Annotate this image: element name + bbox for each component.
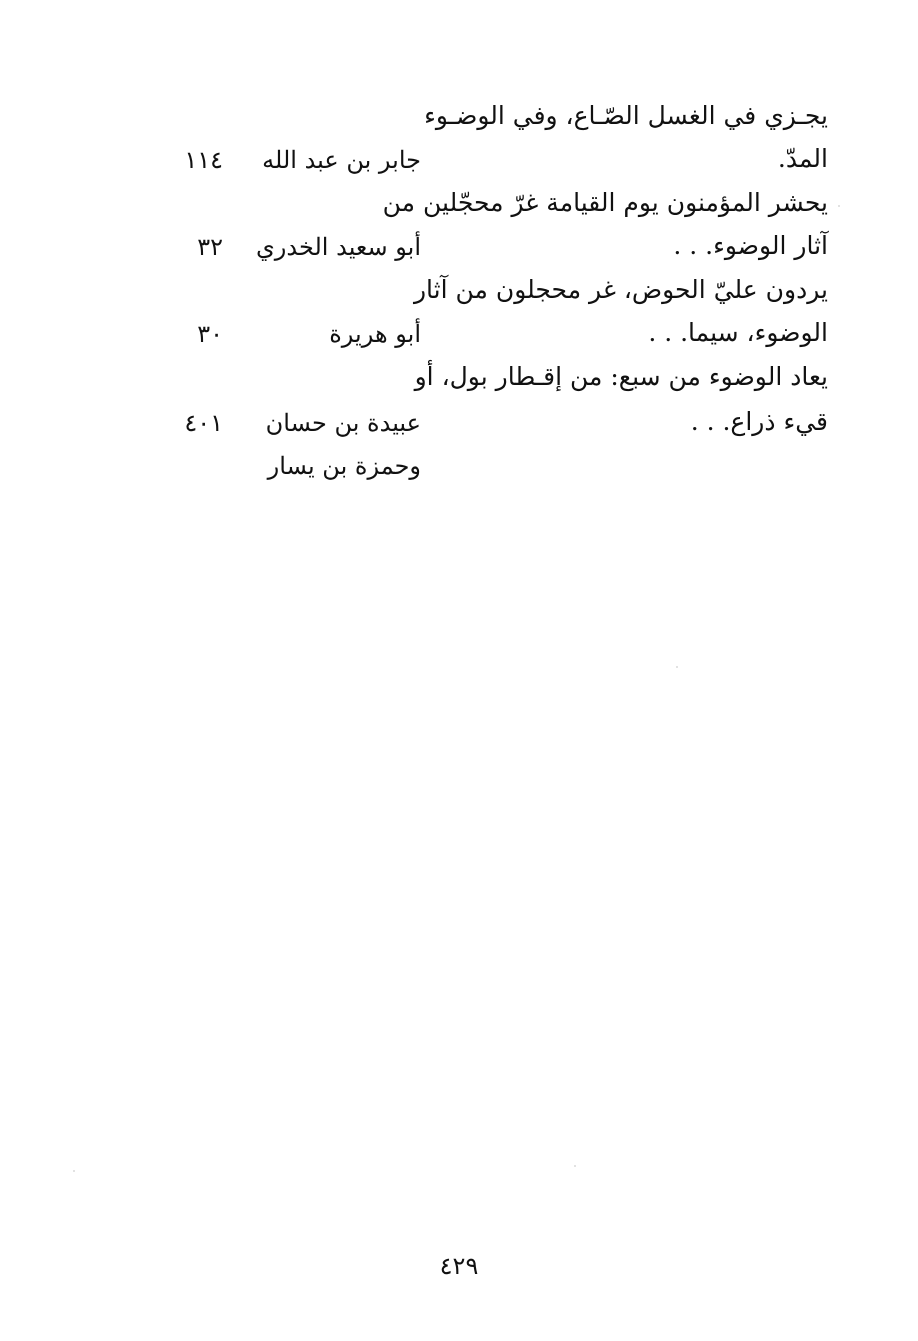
page-number: ٤٢٩ <box>439 1252 479 1280</box>
page-reference: ٤٠١ <box>184 409 223 437</box>
hadith-text-line: يجـزي في الغسل الصّـاع، وفي الوضـوء <box>424 101 828 130</box>
hadith-text-line: يردون عليّ الحوض، غر محجلون من آثار <box>413 275 828 304</box>
hadith-text-line: المدّ. <box>777 144 828 173</box>
scan-speck <box>574 1165 576 1167</box>
scan-speck <box>676 666 678 668</box>
page-reference: ٣٢ <box>197 233 223 261</box>
narrator-name: عبيدة بن حسان <box>265 409 421 437</box>
hadith-text-line: قيء ذراع. . . <box>690 407 828 436</box>
scan-speck <box>838 205 840 207</box>
narrator-name: جابر بن عبد الله <box>262 146 421 174</box>
scan-speck <box>73 1170 75 1172</box>
page-reference: ٣٠ <box>197 320 223 348</box>
hadith-text-line: الوضوء، سيما. . . <box>648 318 828 347</box>
hadith-text-line: يعاد الوضوء من سبع: من إقـطار بول، أو <box>414 362 828 391</box>
hadith-text-line: يحشر المؤمنون يوم القيامة غرّ محجّلين من <box>382 188 828 217</box>
narrator-name: وحمزة بن يسار <box>267 452 421 480</box>
page-reference: ١١٤ <box>184 146 223 174</box>
narrator-name: أبو هريرة <box>329 320 421 348</box>
hadith-text-line: آثار الوضوء. . . <box>673 231 828 260</box>
narrator-name: أبو سعيد الخدري <box>256 233 421 261</box>
